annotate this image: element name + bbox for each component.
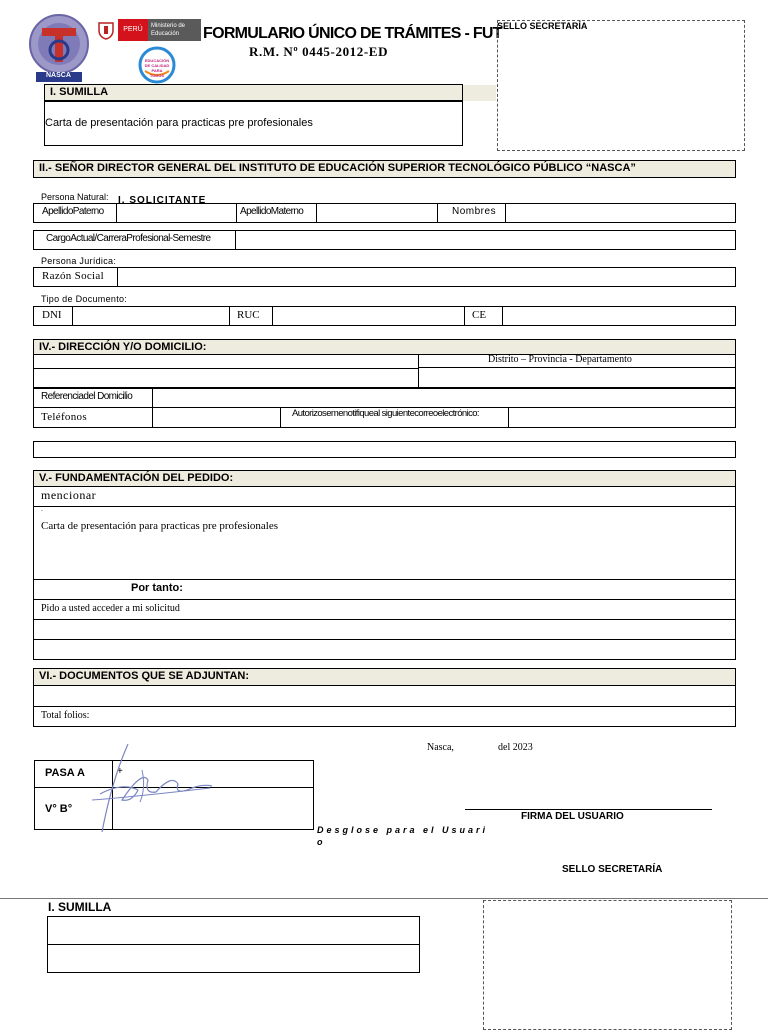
total-folios-label: Total folios: <box>41 710 90 721</box>
ce-label: CE <box>472 309 487 321</box>
sumilla-repeat-heading: I. SUMILLA <box>48 900 112 914</box>
extra-row-1[interactable] <box>33 619 736 640</box>
pido-text: Pido a usted acceder a mi solicitud <box>41 603 180 614</box>
telefonos-label: Teléfonos <box>41 411 87 423</box>
total-folios-row[interactable] <box>33 706 736 727</box>
mencionar-text: mencionar <box>41 488 97 502</box>
peru-label: PERÚ <box>123 26 143 33</box>
sumilla-heading: I. SUMILLA <box>44 84 463 101</box>
distrito-label: Distrito – Provincia - Departamento <box>488 354 632 365</box>
firma-usuario-label: FIRMA DEL USUARIO <box>521 811 624 822</box>
section-vi-heading: VI.- DOCUMENTOS QUE SE ADJUNTAN: <box>33 668 736 686</box>
persona-natural-label: Persona Natural: <box>41 192 109 202</box>
por-tanto-label: Por tanto: <box>131 582 183 594</box>
small-mark: . <box>41 506 43 513</box>
apellido-paterno-label: ApellidoPaterno <box>42 206 104 217</box>
telefonos-input[interactable] <box>153 408 279 427</box>
ruc-label: RUC <box>237 309 260 321</box>
section-iv-heading: IV.- DIRECCIÓN Y/O DOMICILIO: <box>33 339 736 355</box>
pasa-a-label: PASA A <box>45 767 85 779</box>
resolution-number: R.M. Nº 0445-2012-ED <box>249 44 389 59</box>
apellido-materno-input[interactable] <box>317 204 436 222</box>
referencia-label: Referenciadel Domicilio <box>41 391 133 402</box>
dni-input[interactable] <box>73 307 228 325</box>
vobo-label: V° B° <box>45 803 73 815</box>
razon-social-label: Razón Social <box>42 270 104 282</box>
tipo-documento-label: Tipo de Documento: <box>41 294 128 304</box>
razon-social-input[interactable] <box>118 268 735 286</box>
solicitante-overlap-text: I. SOLICITANTE <box>118 195 207 203</box>
ruc-input[interactable] <box>273 307 463 325</box>
firma-line <box>465 809 712 810</box>
fundamentacion-text: Carta de presentación para practicas pre profesionales <box>41 520 278 532</box>
ministry-label: Ministerio de Educación <box>151 23 186 37</box>
cargo-label: CargoActual/CarreraProfesional-Semestre <box>46 233 211 244</box>
cargo-input[interactable] <box>236 231 735 249</box>
persona-juridica-label: Persona Jurídica: <box>41 256 117 266</box>
nasca-logo-text: NASCA <box>46 72 71 79</box>
cut-line <box>0 898 768 899</box>
date-year: del 2023 <box>498 742 533 753</box>
pasa-a-mark: + <box>117 766 123 777</box>
peru-crest-icon <box>96 20 116 40</box>
distrito-input[interactable] <box>419 368 735 387</box>
education-logo-text: EDUCACIÓN DE CALIDAD PARA TODOS <box>144 58 170 78</box>
sello-secretaria-box[interactable] <box>497 20 745 151</box>
dni-label: DNI <box>42 309 62 321</box>
ministry-badge <box>148 19 201 41</box>
sello-secretaria-bottom-label: SELLO SECRETARÍA <box>562 864 663 875</box>
apellido-paterno-input[interactable] <box>117 204 235 222</box>
desglose-line-2: o <box>317 837 326 847</box>
nombres-label: Nombres <box>452 206 497 217</box>
nasca-logo <box>28 12 90 84</box>
peru-badge <box>118 19 148 41</box>
sello-secretaria-bottom-box[interactable] <box>483 900 732 1030</box>
nombres-input[interactable] <box>506 204 735 222</box>
sello-secretaria-label: SELLO SECRETARÍA <box>497 21 588 31</box>
education-logo <box>137 45 177 85</box>
autorizo-label: Autorizosemenotifiqueal siguientecorreoelectrónico: <box>292 408 479 419</box>
extra-row-2[interactable] <box>33 639 736 660</box>
email-input[interactable] <box>509 408 735 427</box>
sumilla-shade <box>463 85 496 101</box>
extra-address-row[interactable] <box>33 441 736 458</box>
page-title: FORMULARIO ÚNICO DE TRÁMITES - FUT <box>203 25 502 42</box>
referencia-input[interactable] <box>153 389 735 407</box>
sumilla-text: Carta de presentación para practicas pre profesionales <box>45 117 313 129</box>
documentos-row[interactable] <box>33 685 736 707</box>
fundamentacion-block[interactable] <box>33 486 736 580</box>
desglose-text <box>317 824 488 848</box>
signature-scribble <box>82 740 222 840</box>
apellido-materno-label: ApellidoMaterno <box>240 206 304 217</box>
address-input[interactable] <box>34 355 418 387</box>
ce-input[interactable] <box>503 307 735 325</box>
date-place: Nasca, <box>427 742 454 753</box>
section-v-heading: V.- FUNDAMENTACIÓN DEL PEDIDO: <box>33 470 736 487</box>
section-ii-heading: II.- SEÑOR DIRECTOR GENERAL DEL INSTITUTO DE EDUCACIÓN SUPERIOR TECNOLÓGICO PÚBLICO “NASCA” <box>33 160 736 178</box>
desglose-line-1: Desglose para el Usuari <box>317 825 489 835</box>
